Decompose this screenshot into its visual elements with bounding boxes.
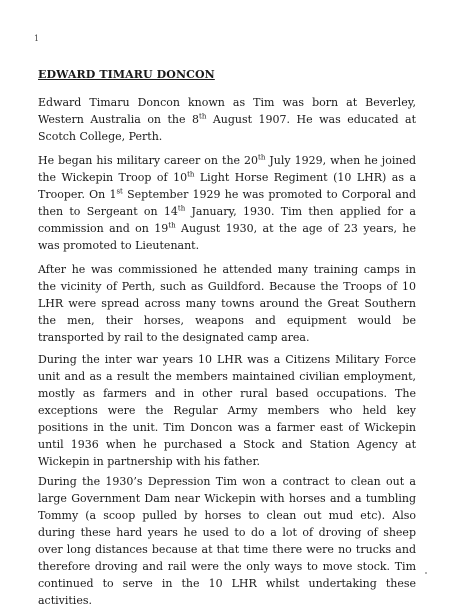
page-number: 1 <box>34 34 40 43</box>
ordinal-suffix: th <box>199 112 207 121</box>
paragraph-military-career: He began his military career on the 20th July 1929, when he joined the Wickepin Troop of 10th Light Horse Regiment (10 LHR) as a Trooper. On 1st September 1929 he was promoted to Corporal and then to Sergeant on 14th January, 1930. Tim then applied for a commission and on 19th August 1930, at the age of 23 years, he was promoted to Lieutenant. <box>38 153 417 252</box>
ordinal-suffix: th <box>187 170 195 179</box>
ordinal-suffix: st <box>116 187 123 196</box>
ordinal-suffix: th <box>168 221 176 230</box>
ordinal-suffix: th <box>177 204 186 213</box>
ordinal-suffix: th <box>258 153 266 162</box>
scan-speck <box>425 572 427 574</box>
paragraph-birth-education: Edward Timaru Doncon known as Tim was born at Beverley, Western Australia on the 8th August 1907. He was educated at Scotch College, Perth. <box>38 96 416 143</box>
paragraph-training-camps: After he was commissioned he attended many training camps in the vicinity of Perth, such as Guildford. Because the Troops of 10 LHR were spread across many towns around the Great Southern the men, their horses, weapons and equipment would be transported by rail to the designated camp area. <box>38 263 416 344</box>
paragraph-inter-war-years: During the inter war years 10 LHR was a Citizens Military Force unit and as a result the members maintained civilian employment, mostly as farmers and in other rural based occupations. The exceptions were the Regular Army members who held key positions in the unit. Tim Doncon was a farmer east of Wickepin until 1936 when he purchased a Stock and Station Agency at Wickepin in partnership with his father. <box>38 353 416 468</box>
paragraph-depression-years: During the 1930’s Depression Tim won a contract to clean out a large Government Dam near Wickepin with horses and a tumbling Tommy (a scoop pulled by horses to clean out mud etc). Also during these hard years he used to do a lot of droving of sheep over long distances because at that time there were no trucks and therefore droving and rail were the only ways to move stock. Tim continued to serve in the 10 LHR whilst undertaking these activities. <box>38 475 416 607</box>
document-title: EDWARD TIMARU DONCON <box>38 68 215 81</box>
